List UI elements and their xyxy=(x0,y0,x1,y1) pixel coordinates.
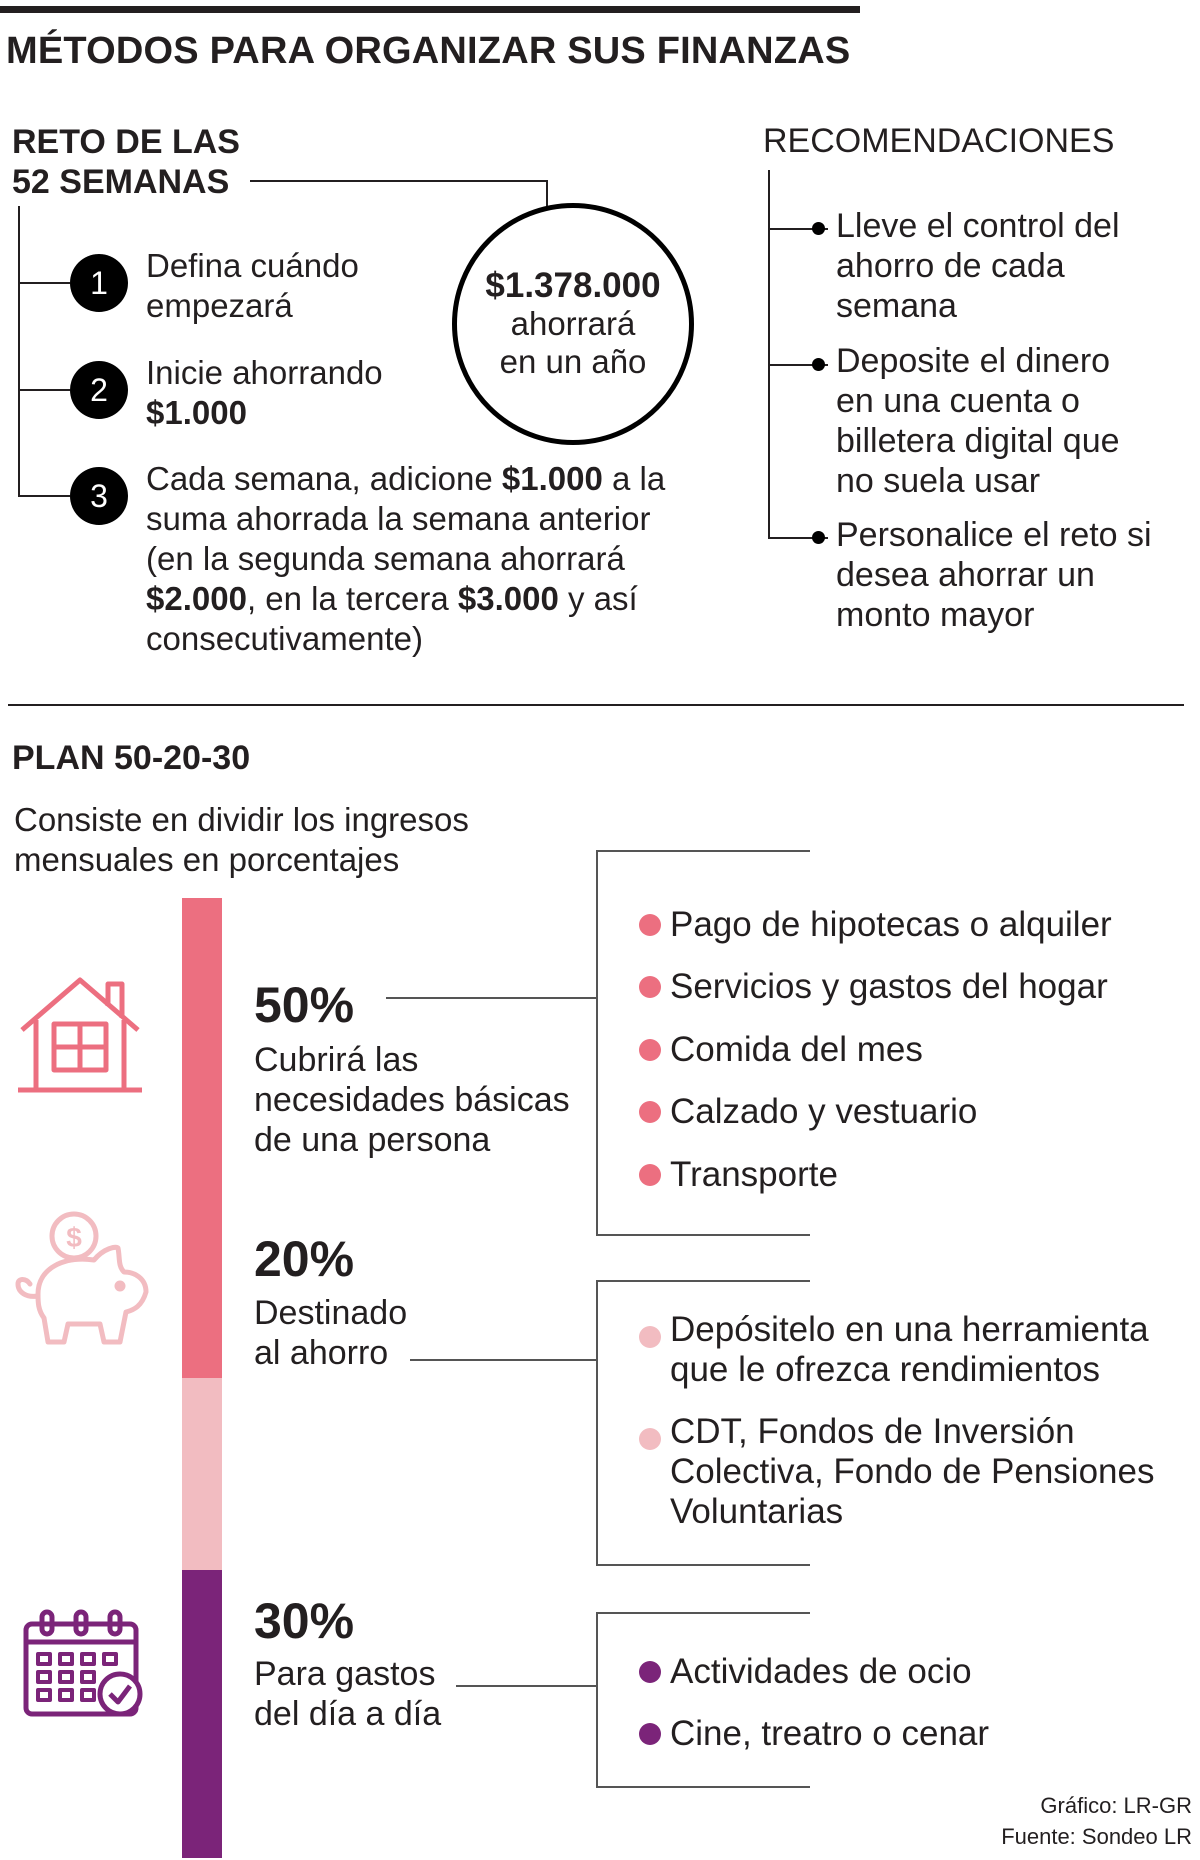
pct-20-description xyxy=(254,1293,407,1373)
recommendation-3 xyxy=(836,515,1152,635)
step-3-amount-2: $2.000 xyxy=(146,580,247,617)
recommendation-2 xyxy=(836,341,1120,501)
list-item-line: Colectiva, Fondo de Pensiones xyxy=(670,1452,1155,1491)
bracket xyxy=(596,1280,810,1282)
pct-20-label: 20% xyxy=(254,1231,355,1287)
house-icon xyxy=(18,974,142,1101)
recomendaciones-heading: RECOMENDACIONES xyxy=(763,122,1115,160)
rec-2-line: Deposite el dinero xyxy=(836,342,1111,380)
step-3-l5: consecutivamente) xyxy=(146,620,423,657)
list-item: Cine, treatro o cenar xyxy=(670,1714,990,1753)
bracket xyxy=(596,850,598,1235)
bracket xyxy=(596,1564,810,1566)
list-item: Calzado y vestuario xyxy=(670,1092,978,1131)
bullet-light-pink xyxy=(639,1326,661,1348)
step-number-3: 3 xyxy=(70,467,128,525)
title-rule xyxy=(0,6,860,13)
bracket xyxy=(596,1280,598,1565)
savings-total-amount: $1.378.000 xyxy=(485,266,661,305)
reto-heading-line2: 52 SEMANAS xyxy=(12,163,230,201)
pct-50-description xyxy=(254,1040,570,1160)
recommendation-1 xyxy=(836,206,1120,326)
bullet-pink xyxy=(639,976,661,998)
connector xyxy=(18,389,70,391)
list-item: Transporte xyxy=(670,1155,838,1194)
bullet-light-pink xyxy=(639,1428,661,1450)
savings-total-line1: ahorrará xyxy=(510,305,636,342)
step-number-2: 2 xyxy=(70,361,128,419)
rec-2-line: en una cuenta o xyxy=(836,382,1080,420)
rec-2-line: billetera digital que xyxy=(836,422,1120,460)
step-3-l1a: Cada semana, adicione xyxy=(146,460,502,497)
bullet-pink xyxy=(639,914,661,936)
step-3-text xyxy=(146,459,665,659)
step-1-text xyxy=(146,246,359,326)
pct-50-desc-line: Cubrirá las xyxy=(254,1041,419,1079)
svg-text:$: $ xyxy=(66,1222,82,1253)
recs-tree-line xyxy=(768,170,770,538)
plan-intro-line2: mensuales en porcentajes xyxy=(14,841,400,878)
list-item xyxy=(670,1412,1154,1532)
rec-3-line: monto mayor xyxy=(836,596,1035,634)
reto-heading xyxy=(12,122,240,202)
step-3-l2: suma ahorrada la semana anterior xyxy=(146,500,651,537)
connector xyxy=(386,997,596,999)
credit-graphic: Gráfico: LR-GR xyxy=(1040,1793,1192,1818)
bullet-dot xyxy=(812,531,825,544)
list-item: Servicios y gastos del hogar xyxy=(670,967,1108,1006)
pct-30-label: 30% xyxy=(254,1593,355,1649)
bracket xyxy=(596,1234,810,1236)
list-item-line: Depósitelo en una herramienta xyxy=(670,1310,1149,1349)
step-3-l4d: y así xyxy=(558,580,638,617)
pct-50-label: 50% xyxy=(254,977,355,1033)
plan-intro-line1: Consiste en dividir los ingresos xyxy=(14,801,469,838)
steps-tree-line xyxy=(18,206,20,496)
connector xyxy=(546,180,548,208)
list-item-line: CDT, Fondos de Inversión xyxy=(670,1412,1075,1451)
bullet-pink xyxy=(639,1101,661,1123)
step-2-line1: Inicie ahorrando xyxy=(146,354,383,391)
share-bar-30 xyxy=(182,1570,222,1858)
plan-intro xyxy=(14,800,469,880)
list-item-line: Voluntarias xyxy=(670,1492,844,1531)
bullet-dot xyxy=(812,222,825,235)
pct-30-desc-line: del día a día xyxy=(254,1695,442,1733)
connector xyxy=(410,1359,596,1361)
pct-30-description xyxy=(254,1654,441,1734)
step-3-l3: (en la segunda semana ahorrará xyxy=(146,540,625,577)
section-divider xyxy=(8,704,1184,706)
list-item xyxy=(670,1310,1149,1390)
step-1-line1: Defina cuándo xyxy=(146,247,359,284)
savings-total-line2: en un año xyxy=(499,343,647,380)
reto-heading-line1: RETO DE LAS xyxy=(12,123,240,161)
pct-30-desc-line: Para gastos xyxy=(254,1655,436,1693)
step-3-amount-3: $3.000 xyxy=(457,580,559,617)
bullet-pink xyxy=(639,1039,661,1061)
rec-1-line: semana xyxy=(836,287,957,325)
connector xyxy=(18,282,70,284)
page-title: MÉTODOS PARA ORGANIZAR SUS FINANZAS xyxy=(6,30,851,72)
connector xyxy=(456,1685,596,1687)
bracket xyxy=(596,850,810,852)
list-item: Pago de hipotecas o alquiler xyxy=(670,905,1112,944)
bracket xyxy=(596,1612,598,1787)
credit-source: Fuente: Sondeo LR xyxy=(1001,1824,1192,1849)
step-3-amount-1: $1.000 xyxy=(501,460,603,497)
rec-2-line: no suela usar xyxy=(836,462,1041,500)
rec-1-line: ahorro de cada xyxy=(836,247,1065,285)
rec-3-line: Personalice el reto si xyxy=(836,516,1152,554)
step-1-line2: empezará xyxy=(146,287,293,324)
connector xyxy=(250,180,548,182)
savings-total-circle xyxy=(452,203,694,445)
list-item: Comida del mes xyxy=(670,1030,923,1069)
bullet-dot xyxy=(812,358,825,371)
bullet-pink xyxy=(639,1164,661,1186)
step-number-1: 1 xyxy=(70,254,128,312)
piggy-bank-icon xyxy=(8,1208,158,1355)
rec-1-line: Lleve el control del xyxy=(836,207,1120,245)
pct-50-desc-line: de una persona xyxy=(254,1121,491,1159)
share-bar-50 xyxy=(182,898,222,1378)
connector xyxy=(18,495,70,497)
step-3-l4b: , en la tercera xyxy=(246,580,458,617)
share-bar-20 xyxy=(182,1378,222,1570)
list-item: Actividades de ocio xyxy=(670,1652,972,1691)
bullet-purple xyxy=(639,1661,661,1683)
bullet-purple xyxy=(639,1723,661,1745)
calendar-check-icon xyxy=(22,1608,148,1725)
bracket xyxy=(596,1612,810,1614)
pct-50-desc-line: necesidades básicas xyxy=(254,1081,570,1119)
pct-20-desc-line: al ahorro xyxy=(254,1334,389,1372)
step-2-amount: $1.000 xyxy=(146,394,247,431)
bracket xyxy=(596,1786,810,1788)
step-3-l1c: a la xyxy=(602,460,666,497)
list-item-line: que le ofrezca rendimientos xyxy=(670,1350,1100,1389)
rec-3-line: desea ahorrar un xyxy=(836,556,1095,594)
plan-heading: PLAN 50-20-30 xyxy=(12,739,251,777)
step-2-text xyxy=(146,353,383,433)
pct-20-desc-line: Destinado xyxy=(254,1294,408,1332)
